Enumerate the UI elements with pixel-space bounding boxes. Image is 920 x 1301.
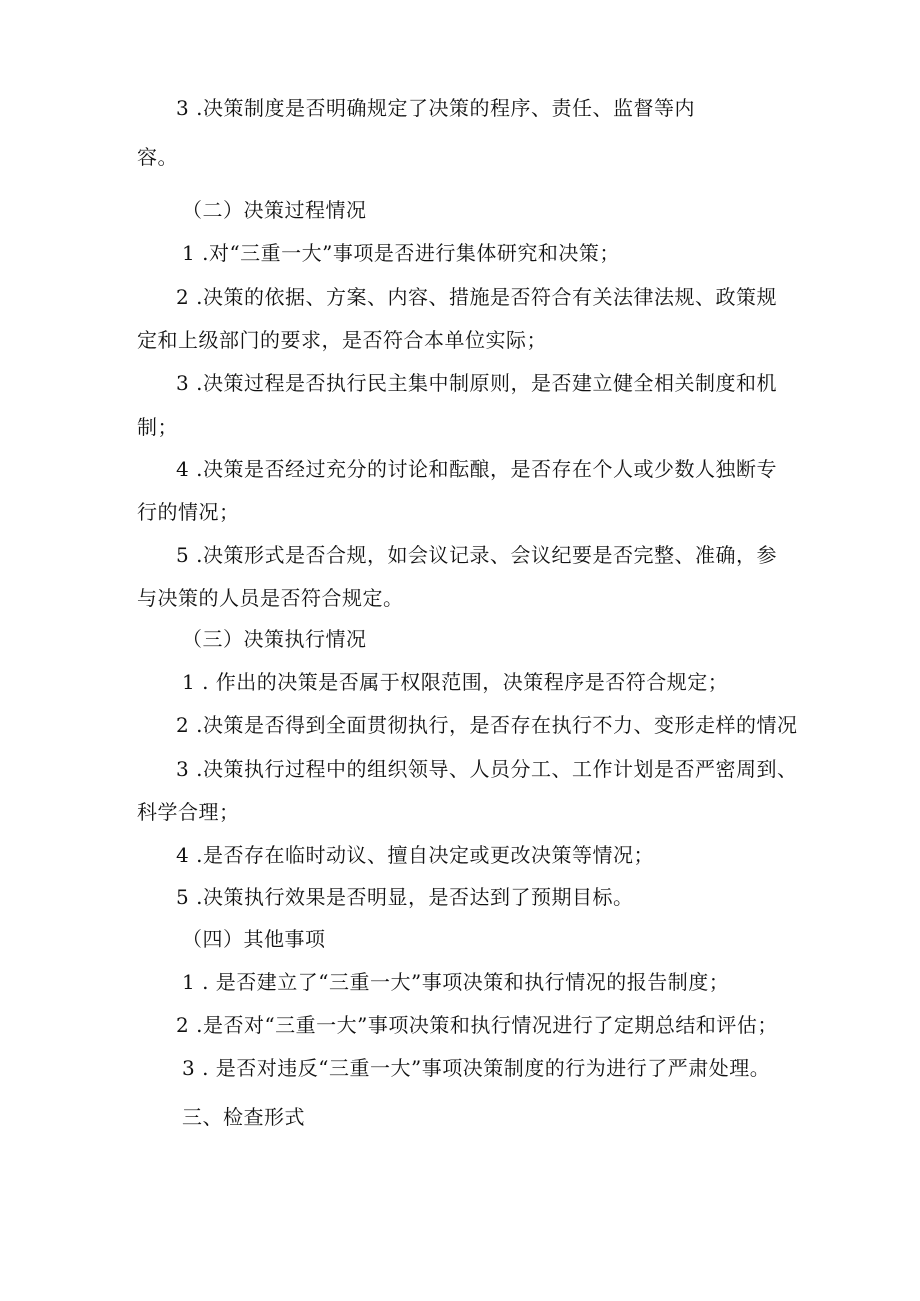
section-heading: （三）决策执行情况 bbox=[182, 627, 367, 651]
text-line: 4 .决策是否经过充分的讨论和酝酿，是否存在个人或少数人独断专 bbox=[176, 457, 777, 481]
text-line: 行的情况； bbox=[137, 500, 240, 524]
text-line: 3 .决策制度是否明确规定了决策的程序、责任、监督等内 bbox=[176, 96, 695, 120]
section-heading: （二）决策过程情况 bbox=[182, 198, 367, 222]
text-line: 容。 bbox=[137, 145, 178, 169]
text-line: 3 .决策过程是否执行民主集中制原则，是否建立健全相关制度和机 bbox=[176, 371, 777, 395]
text-line: 4 .是否存在临时动议、擅自决定或更改决策等情况； bbox=[176, 843, 654, 867]
text-line: 3 .决策执行过程中的组织领导、人员分工、工作计划是否严密周到、 bbox=[176, 757, 798, 781]
text-line: 制； bbox=[137, 415, 178, 439]
text-line: 1 . 作出的决策是否属于权限范围，决策程序是否符合规定； bbox=[182, 670, 729, 694]
text-line: 2 .决策是否得到全面贯彻执行，是否存在执行不力、变形走样的情况 bbox=[176, 713, 798, 737]
text-line: 2 .是否对“三重一大”事项决策和执行情况进行了定期总结和评估； bbox=[176, 1013, 778, 1037]
text-line: 5 .决策形式是否合规，如会议记录、会议纪要是否完整、准确，参 bbox=[176, 543, 777, 567]
text-line: 定和上级部门的要求，是否符合本单位实际； bbox=[137, 328, 547, 352]
section-heading: （四）其他事项 bbox=[182, 927, 326, 951]
section-heading: 三、检查形式 bbox=[182, 1105, 305, 1129]
text-line: 1 .对“三重一大”事项是否进行集体研究和决策； bbox=[182, 241, 620, 265]
text-line: 与决策的人员是否符合规定。 bbox=[137, 586, 404, 610]
text-line: 3 . 是否对违反“三重一大”事项决策制度的行为进行了严肃处理。 bbox=[182, 1056, 771, 1080]
text-line: 科学合理； bbox=[137, 800, 240, 824]
text-line: 5 .决策执行效果是否明显，是否达到了预期目标。 bbox=[176, 885, 634, 909]
text-line: 1 . 是否建立了“三重一大”事项决策和执行情况的报告制度； bbox=[182, 970, 730, 994]
text-line: 2 .决策的依据、方案、内容、措施是否符合有关法律法规、政策规 bbox=[176, 285, 777, 309]
